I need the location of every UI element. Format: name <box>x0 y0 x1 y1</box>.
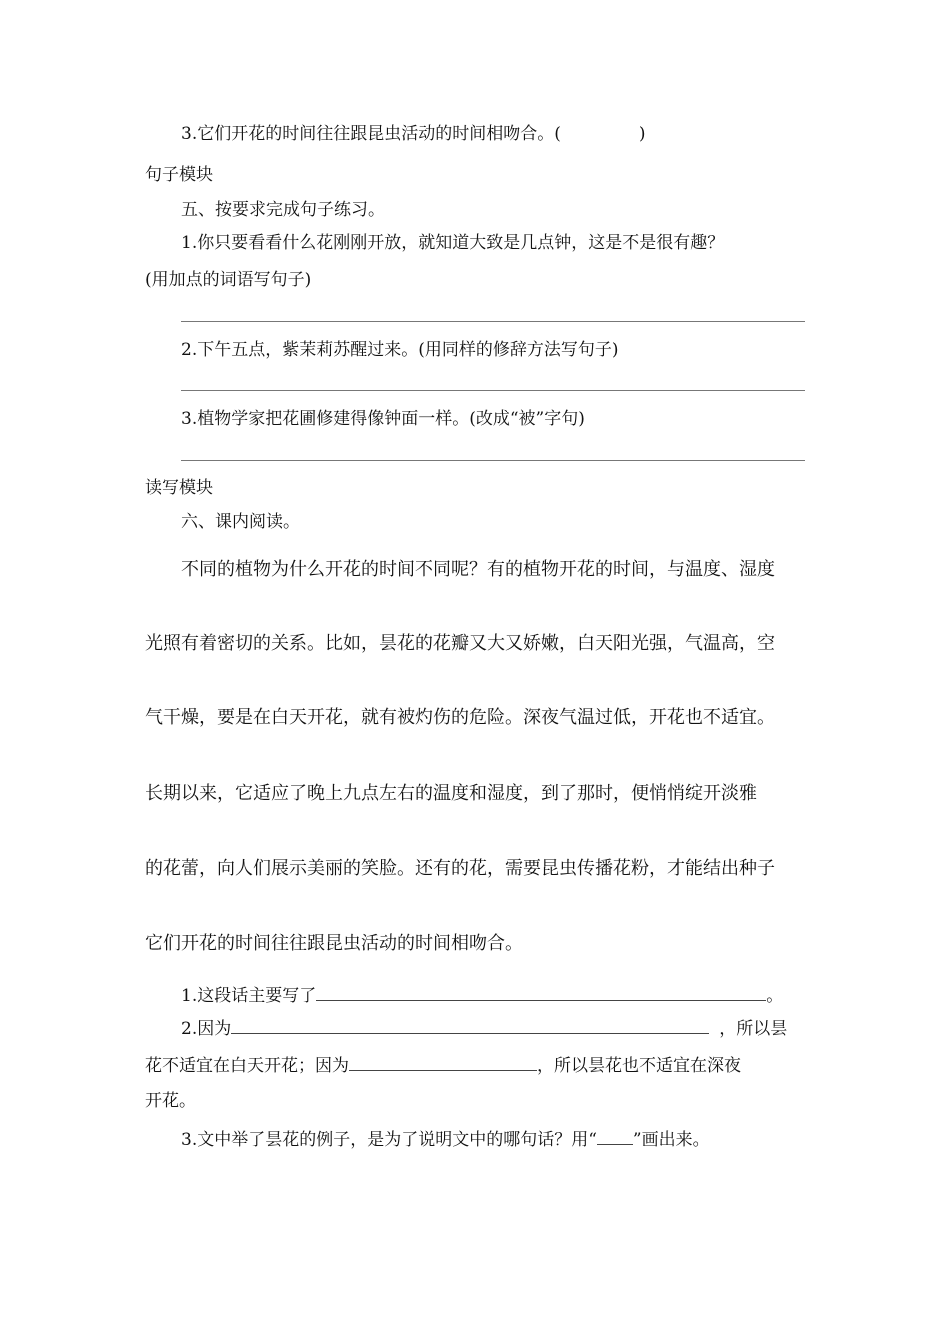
part6-q2-line2-suffix: ，所以昙花也不适宜在深夜 <box>537 1056 741 1076</box>
part5-q3: 3.植物学家把花圃修建得像钟面一样。(改成“被”字句) <box>181 409 585 429</box>
part6-q3-prefix: 3.文中举了昙花的例子，是为了说明文中的哪句话？用“ <box>181 1130 597 1150</box>
passage-line: 长期以来，它适应了晚上九点左右的温度和湿度，到了那时，便悄悄绽开淡雅 <box>145 783 757 804</box>
judgement-item-3 <box>181 124 646 144</box>
section-title-reading: 读写模块 <box>145 478 213 498</box>
answer-line-q1[interactable] <box>181 321 805 322</box>
part5-title: 五、按要求完成句子练习。 <box>181 200 385 220</box>
part6-q2-line1 <box>181 1017 787 1039</box>
part6-q1-prefix: 1.这段话主要写了 <box>181 986 317 1006</box>
answer-line-q3[interactable] <box>181 460 805 461</box>
passage-line: 它们开花的时间往往跟昆虫活动的时间相吻合。 <box>145 933 523 954</box>
part6-q1 <box>181 984 783 1006</box>
answer-line-q2[interactable] <box>181 390 805 391</box>
judgement-item-3-text: 3.它们开花的时间往往跟昆虫活动的时间相吻合。( <box>181 124 561 144</box>
part6-q3-suffix: ”画出来。 <box>632 1130 710 1150</box>
part6-title: 六、课内阅读。 <box>181 512 300 532</box>
part6-q2-mid: ，所以昙 <box>719 1019 788 1039</box>
part6-q2-line2-prefix: 花不适宜在白天开花；因为 <box>145 1056 349 1076</box>
passage-line: 的花蕾，向人们展示美丽的笑脸。还有的花，需要昆虫传播花粉，才能结出种子 <box>145 858 775 879</box>
part6-q2-line2 <box>145 1054 741 1076</box>
part5-q1-line1: 1.你只要看看什么花刚刚开放，就知道大致是几点钟，这是不是很有趣？ <box>181 233 725 253</box>
passage-line: 光照有着密切的关系。比如，昙花的花瓣又大又娇嫩，白天阳光强，气温高，空 <box>145 633 775 654</box>
part5-q1-line2: (用加点的词语写句子) <box>145 270 312 290</box>
judgement-item-3-close: ) <box>638 124 646 144</box>
answer-blank[interactable] <box>316 984 766 1001</box>
passage-line: 不同的植物为什么开花的时间不同呢？有的植物开花的时间，与温度、湿度 <box>181 559 775 580</box>
part6-q3 <box>181 1128 710 1150</box>
answer-blank[interactable] <box>349 1054 537 1071</box>
part6-q1-suffix: 。 <box>766 986 784 1006</box>
part6-q2-prefix: 2.因为 <box>181 1019 232 1039</box>
part5-q2: 2.下午五点，紫茉莉苏醒过来。(用同样的修辞方法写句子) <box>181 340 619 360</box>
underline-sample <box>597 1128 633 1145</box>
section-title-sentence: 句子模块 <box>145 165 213 185</box>
part6-q2-line3: 开花。 <box>145 1091 196 1111</box>
answer-blank[interactable] <box>231 1017 709 1034</box>
passage-line: 气干燥，要是在白天开花，就有被灼伤的危险。深夜气温过低，开花也不适宜。 <box>145 707 775 728</box>
